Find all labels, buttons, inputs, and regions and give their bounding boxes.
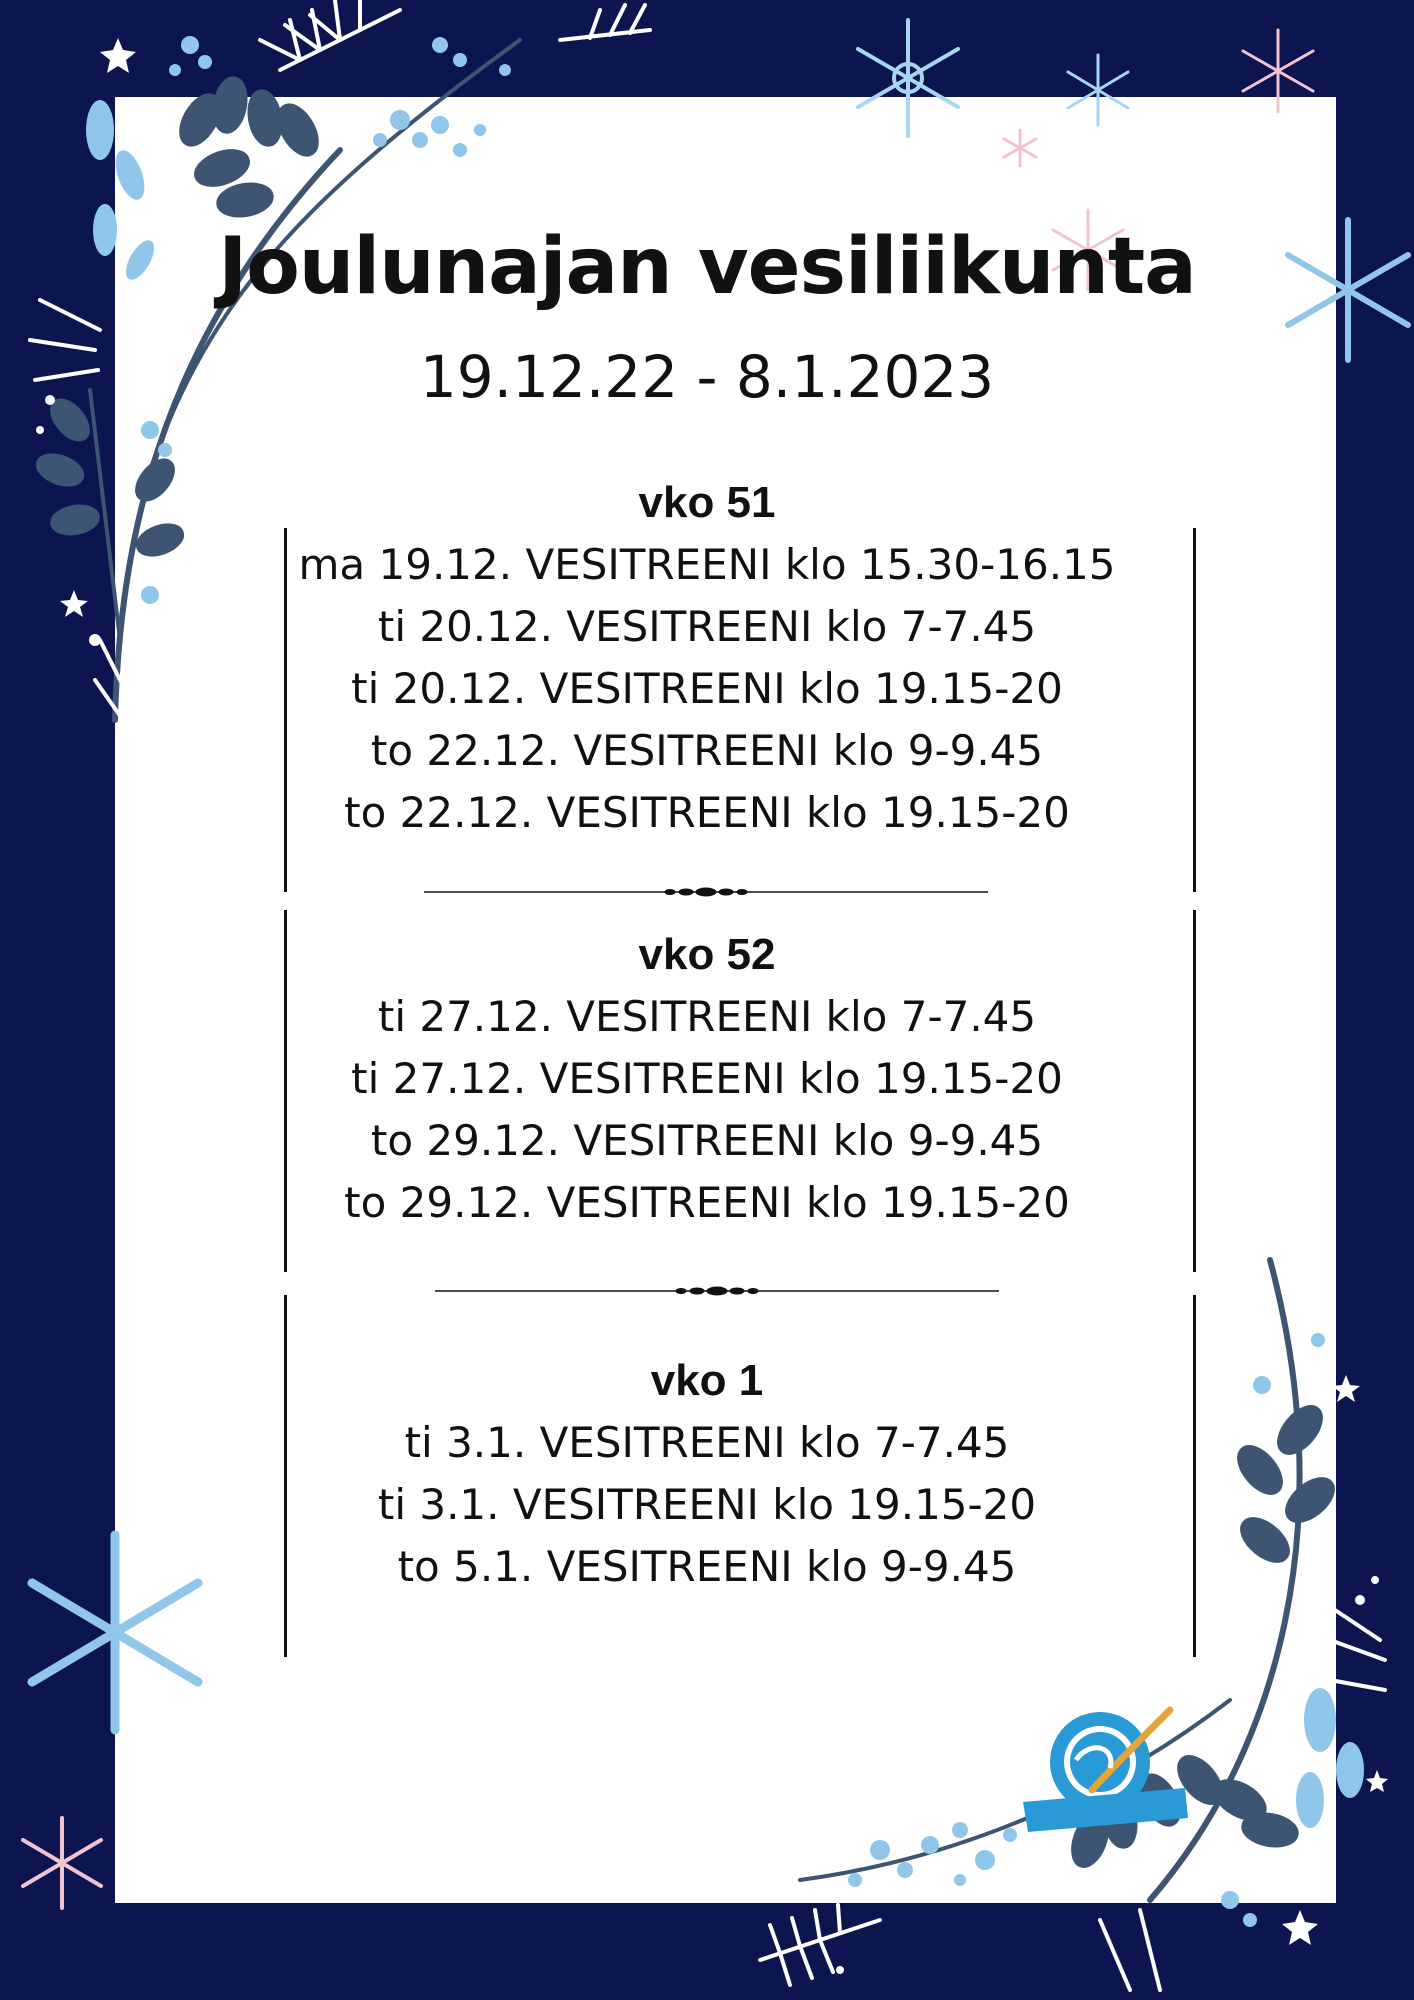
ornament-divider-1 (424, 888, 988, 896)
week-heading: vko 1 (650, 1356, 764, 1405)
session-line: ti 27.12. VESITREENI klo 7-7.45 (377, 992, 1037, 1041)
week-section-51 (0, 472, 1414, 844)
session-line: to 5.1. VESITREENI klo 9-9.45 (397, 1542, 1017, 1591)
session-line: ti 20.12. VESITREENI klo 7-7.45 (377, 602, 1037, 651)
snowflake-top-center-icon (858, 20, 958, 136)
page-title: Joulunajan vesiliikunta (218, 222, 1196, 312)
session-line: ti 20.12. VESITREENI klo 19.15-20 (351, 664, 1063, 713)
session-line: ti 27.12. VESITREENI klo 19.15-20 (351, 1054, 1063, 1103)
week-section-52 (0, 924, 1414, 1234)
session-line: to 22.12. VESITREENI klo 19.15-20 (344, 788, 1070, 837)
snowflake-top-small-icon (1068, 55, 1128, 125)
snowflake-pink-bottom-left-icon (23, 1818, 101, 1908)
week-section-1 (0, 1350, 1414, 1598)
session-line: to 22.12. VESITREENI klo 9-9.45 (370, 726, 1044, 775)
session-line: ma 19.12. VESITREENI klo 15.30-16.15 (298, 540, 1116, 589)
date-range: 19.12.22 - 8.1.2023 (419, 343, 995, 411)
week-heading: vko 51 (638, 478, 776, 527)
week-heading: vko 52 (638, 930, 776, 979)
swimmer-logo-icon (1020, 1700, 1200, 1850)
session-line: to 29.12. VESITREENI klo 19.15-20 (344, 1178, 1070, 1227)
ornament-divider-2 (435, 1287, 999, 1295)
session-line: to 29.12. VESITREENI klo 9-9.45 (370, 1116, 1044, 1165)
session-line: ti 3.1. VESITREENI klo 7-7.45 (404, 1418, 1010, 1467)
session-line: ti 3.1. VESITREENI klo 19.15-20 (377, 1480, 1037, 1529)
